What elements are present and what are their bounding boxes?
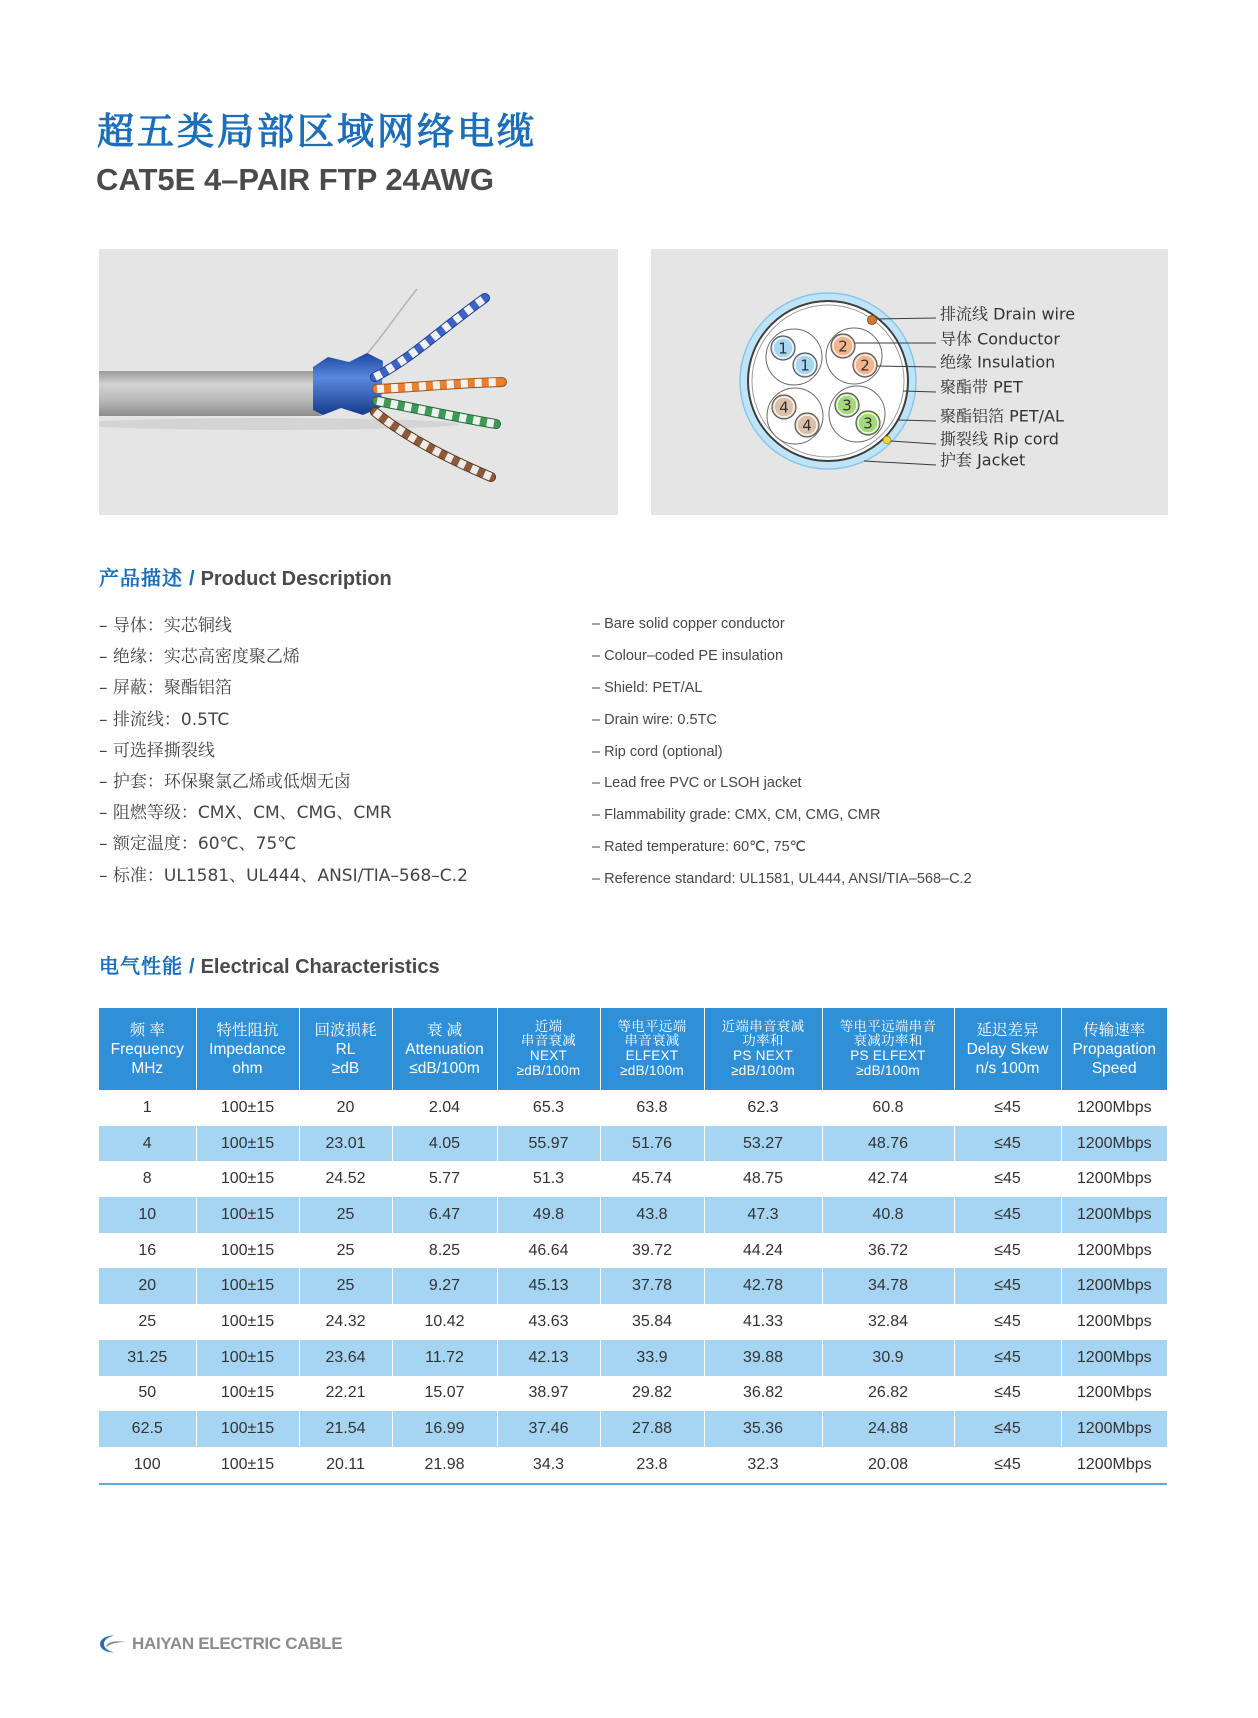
description-item-cn: – 绝缘：实芯高密度聚乙烯 <box>99 647 300 668</box>
cable-photo <box>99 249 618 515</box>
cell-delay-skew: ≤45 <box>954 1376 1061 1412</box>
column-header-ps-elfext <box>822 1008 954 1090</box>
cell-next: 42.13 <box>497 1340 600 1376</box>
table-row <box>99 1411 1167 1447</box>
description-item-cn: – 导体：实芯铜线 <box>99 616 232 636</box>
cell-ps-elfext: 48.76 <box>822 1126 954 1162</box>
cell-return-loss: 20 <box>299 1090 392 1126</box>
foil-shield <box>313 353 383 415</box>
description-item-en: – Flammability grade: CMX, CM, CMG, CMR <box>592 807 881 824</box>
table-row <box>99 1233 1167 1269</box>
cell-ps-elfext: 26.82 <box>822 1376 954 1412</box>
cell-attenuation: 21.98 <box>392 1447 497 1484</box>
cell-return-loss: 24.52 <box>299 1161 392 1197</box>
cell-delay-skew: ≤45 <box>954 1340 1061 1376</box>
cell-frequency: 4 <box>99 1126 196 1162</box>
label-pet: 聚酯带 PET <box>940 377 1023 397</box>
cell-ps-next: 53.27 <box>704 1126 822 1162</box>
cell-ps-next: 36.82 <box>704 1376 822 1412</box>
cell-frequency: 8 <box>99 1161 196 1197</box>
cell-return-loss: 24.32 <box>299 1304 392 1340</box>
svg-text:1: 1 <box>778 339 788 358</box>
column-header-line: 等电平远端 <box>617 1018 687 1034</box>
cell-ps-elfext: 36.72 <box>822 1233 954 1269</box>
column-header-line: 等电平远端串音 <box>839 1018 937 1034</box>
cell-elfext: 63.8 <box>600 1090 704 1126</box>
description-item-cn: – 护套：环保聚氯乙烯或低烟无卤 <box>99 771 351 792</box>
pair-1-conductor-a <box>771 336 795 360</box>
column-header-line: 传输速率 <box>1083 1021 1146 1039</box>
description-list-cn <box>99 611 468 892</box>
cell-elfext: 51.76 <box>600 1126 704 1162</box>
cell-return-loss: 23.01 <box>299 1126 392 1162</box>
svg-text:4: 4 <box>779 398 789 417</box>
svg-text:3: 3 <box>842 396 852 415</box>
cell-return-loss: 25 <box>299 1268 392 1304</box>
column-header-line: ≥dB/100m <box>516 1062 581 1078</box>
cell-delay-skew: ≤45 <box>954 1447 1061 1484</box>
pair-4-conductor-a <box>772 395 796 419</box>
cell-elfext: 35.84 <box>600 1304 704 1340</box>
cell-elfext: 23.8 <box>600 1447 704 1484</box>
cell-propagation-speed: 1200Mbps <box>1076 1312 1152 1330</box>
column-header-line: 衰减功率和 <box>853 1033 923 1049</box>
cell-ps-next: 41.33 <box>704 1304 822 1340</box>
table-row <box>99 1447 1167 1484</box>
haiyan-swoosh-logo-icon <box>99 1634 127 1654</box>
label-rip-cord: 撕裂线 Rip cord <box>940 429 1059 449</box>
column-header-line: PS ELFEXT <box>850 1048 926 1063</box>
cell-return-loss: 25 <box>299 1233 392 1269</box>
column-header-line: ≥dB/100m <box>856 1062 920 1078</box>
description-item-en: – Reference standard: UL1581, UL444, ANSI/TIA–568–C.2 <box>592 871 972 888</box>
column-header-line: Propagation <box>1072 1040 1157 1058</box>
column-header-impedance <box>196 1008 299 1090</box>
table-header-row <box>99 1008 1167 1090</box>
cell-return-loss: 20.11 <box>299 1447 392 1484</box>
column-header-line: Delay Skew <box>966 1040 1049 1058</box>
column-header-line: n/s 100m <box>975 1059 1040 1077</box>
cell-ps-next: 35.36 <box>704 1411 822 1447</box>
column-header-elfext <box>600 1008 704 1090</box>
description-item-en: – Colour–coded PE insulation <box>592 647 784 664</box>
cross-section-illustration <box>651 249 1168 515</box>
drain-wire-dot <box>868 316 877 325</box>
column-header-line: ≥dB/100m <box>620 1062 684 1078</box>
column-header-propagation-speed <box>1061 1008 1167 1090</box>
cable-sheath <box>99 371 321 416</box>
cell-ps-elfext: 32.84 <box>822 1304 954 1340</box>
description-item-en: – Rated temperature: 60℃, 75℃ <box>592 839 806 856</box>
cell-attenuation: 15.07 <box>392 1376 497 1412</box>
column-header-line: PS NEXT <box>733 1048 793 1063</box>
column-header-line: 回波损耗 <box>314 1021 377 1039</box>
cell-attenuation: 11.72 <box>392 1340 497 1376</box>
cell-impedance: 100±15 <box>196 1376 299 1412</box>
page-title-cn: 超五类局部区域网络电缆 <box>97 110 537 153</box>
twisted-pair-blue <box>375 298 485 377</box>
cell-next: 45.13 <box>497 1268 600 1304</box>
cross-section-diagram <box>651 249 1168 515</box>
cell-attenuation: 4.05 <box>392 1126 497 1162</box>
svg-text:4: 4 <box>802 416 812 435</box>
column-header-line: Attenuation <box>405 1040 484 1058</box>
cell-attenuation: 5.77 <box>392 1161 497 1197</box>
cell-delay-skew: ≤45 <box>954 1233 1061 1269</box>
cell-next: 51.3 <box>497 1161 600 1197</box>
cell-ps-elfext: 24.88 <box>822 1411 954 1447</box>
cell-frequency: 100 <box>99 1447 196 1484</box>
column-header-frequency <box>99 1008 196 1090</box>
cell-elfext: 33.9 <box>600 1340 704 1376</box>
description-item-cn: – 标准：UL1581、UL444、ANSI/TIA–568–C.2 <box>99 865 468 886</box>
label-conductor: 导体 Conductor <box>940 329 1060 349</box>
table-header <box>99 1008 1167 1090</box>
table-row <box>99 1376 1167 1412</box>
cell-elfext: 39.72 <box>600 1233 704 1269</box>
pair-3-conductor-a <box>835 393 859 417</box>
cell-attenuation: 10.42 <box>392 1304 497 1340</box>
table-row <box>99 1126 1167 1162</box>
column-header-line: 频 率 <box>129 1021 165 1039</box>
svg-text:2: 2 <box>860 356 870 375</box>
cell-return-loss: 25 <box>299 1197 392 1233</box>
description-item-en: – Drain wire: 0.5TC <box>592 711 717 728</box>
table-row <box>99 1161 1167 1197</box>
electrical-heading-en: Electrical Characteristics <box>200 956 440 978</box>
cell-impedance: 100±15 <box>196 1161 299 1197</box>
pair-4-conductor-b <box>795 413 819 437</box>
table-body <box>99 1090 1167 1484</box>
description-heading-separator: / <box>189 568 195 590</box>
svg-text:1: 1 <box>800 356 810 375</box>
description-item-cn: – 额定温度：60℃、75℃ <box>99 834 297 855</box>
cable-photo-illustration <box>99 249 618 515</box>
column-header-attenuation <box>392 1008 497 1090</box>
column-header-line: ≥dB <box>331 1059 360 1077</box>
electrical-characteristics-table <box>99 1008 1167 1485</box>
column-header-line: NEXT <box>529 1048 568 1063</box>
cell-ps-elfext: 30.9 <box>822 1340 954 1376</box>
electrical-heading-separator: / <box>189 956 195 978</box>
cell-next: 38.97 <box>497 1376 600 1412</box>
column-header-line: ohm <box>232 1059 263 1077</box>
cell-propagation-speed: 1200Mbps <box>1076 1455 1152 1473</box>
cell-frequency: 25 <box>99 1304 196 1340</box>
description-item-en: – Lead free PVC or LSOH jacket <box>592 775 802 792</box>
cell-delay-skew: ≤45 <box>954 1161 1061 1197</box>
twisted-pair-orange <box>377 382 502 389</box>
cell-frequency: 1 <box>99 1090 196 1126</box>
electrical-heading-cn: 电气性能 <box>99 956 183 978</box>
label-drain-wire: 排流线 Drain wire <box>940 304 1076 324</box>
column-header-line: 串音衰减 <box>624 1033 680 1049</box>
cell-ps-next: 47.3 <box>704 1197 822 1233</box>
column-header-line: ≤dB/100m <box>409 1059 480 1077</box>
column-header-line: 延迟差异 <box>976 1021 1039 1039</box>
description-item-cn: – 排流线：0.5TC <box>99 709 230 730</box>
cell-impedance: 100±15 <box>196 1268 299 1304</box>
description-item-en: – Bare solid copper conductor <box>592 616 785 632</box>
cell-ps-elfext: 20.08 <box>822 1447 954 1484</box>
cell-next: 65.3 <box>497 1090 600 1126</box>
cell-ps-elfext: 60.8 <box>822 1090 954 1126</box>
cell-propagation-speed: 1200Mbps <box>1076 1170 1152 1188</box>
pair-2-conductor-a <box>831 334 855 358</box>
cell-propagation-speed: 1200Mbps <box>1076 1098 1152 1116</box>
cell-frequency: 20 <box>99 1268 196 1304</box>
cell-frequency: 10 <box>99 1197 196 1233</box>
cell-elfext: 37.78 <box>600 1268 704 1304</box>
cell-next: 37.46 <box>497 1411 600 1447</box>
cell-delay-skew: ≤45 <box>954 1411 1061 1447</box>
cell-delay-skew: ≤45 <box>954 1304 1061 1340</box>
column-header-line: Frequency <box>110 1040 184 1058</box>
table-row <box>99 1090 1167 1126</box>
cell-ps-elfext: 34.78 <box>822 1268 954 1304</box>
cell-delay-skew: ≤45 <box>954 1090 1061 1126</box>
column-header-line: RL <box>335 1040 356 1058</box>
column-header-line: Impedance <box>209 1040 286 1058</box>
brand-name: HAIYAN ELECTRIC CABLE <box>132 1634 343 1653</box>
cell-ps-next: 39.88 <box>704 1340 822 1376</box>
cell-delay-skew: ≤45 <box>954 1268 1061 1304</box>
cell-frequency: 16 <box>99 1233 196 1269</box>
cell-attenuation: 6.47 <box>392 1197 497 1233</box>
svg-text:2: 2 <box>838 337 848 356</box>
cell-propagation-speed: 1200Mbps <box>1061 1340 1167 1376</box>
cell-delay-skew: ≤45 <box>954 1126 1061 1162</box>
electrical-heading <box>99 955 440 979</box>
cell-impedance: 100±15 <box>196 1233 299 1269</box>
footer-brand <box>99 1632 342 1656</box>
label-pet-al: 聚酯铝箔 PET/AL <box>940 406 1064 426</box>
cell-attenuation: 16.99 <box>392 1411 497 1447</box>
description-item-en: – Shield: PET/AL <box>592 679 703 696</box>
cell-frequency: 31.25 <box>99 1340 196 1376</box>
svg-text:3: 3 <box>863 414 873 433</box>
cell-impedance: 100±15 <box>196 1304 299 1340</box>
cell-impedance: 100±15 <box>196 1411 299 1447</box>
cell-impedance: 100±15 <box>196 1340 299 1376</box>
cell-impedance: 100±15 <box>196 1090 299 1126</box>
description-item-cn: – 阻燃等级：CMX、CM、CMG、CMR <box>99 803 392 824</box>
column-header-delay-skew <box>954 1008 1061 1090</box>
cell-attenuation: 8.25 <box>392 1233 497 1269</box>
cell-next: 46.64 <box>497 1233 600 1269</box>
cell-ps-next: 42.78 <box>704 1268 822 1304</box>
description-heading-en: Product Description <box>200 568 392 590</box>
label-jacket: 护套 Jacket <box>940 450 1026 470</box>
description-heading-cn: 产品描述 <box>99 568 183 590</box>
column-header-line: Speed <box>1091 1059 1137 1077</box>
cell-ps-next: 62.3 <box>704 1090 822 1126</box>
description-heading <box>99 567 392 591</box>
cell-return-loss: 23.64 <box>299 1340 392 1376</box>
cell-propagation-speed: 1200Mbps <box>1076 1384 1152 1402</box>
column-header-line: 近端 <box>534 1018 563 1034</box>
cell-propagation-speed: 1200Mbps <box>1061 1126 1167 1162</box>
cell-impedance: 100±15 <box>196 1197 299 1233</box>
cell-ps-elfext: 40.8 <box>822 1197 954 1233</box>
column-header-next <box>497 1008 600 1090</box>
description-list-en <box>592 609 972 896</box>
column-header-line: 特性阻抗 <box>216 1021 279 1039</box>
pair-2-conductor-b <box>853 353 877 377</box>
description-item-cn: – 可选择撕裂线 <box>99 740 215 761</box>
cell-propagation-speed: 1200Mbps <box>1076 1241 1152 1259</box>
cell-impedance: 100±15 <box>196 1126 299 1162</box>
table-row <box>99 1197 1167 1233</box>
column-header-line: ≥dB/100m <box>731 1062 795 1078</box>
cell-impedance: 100±15 <box>196 1447 299 1484</box>
page-title-en: CAT5E 4–PAIR FTP 24AWG <box>96 162 494 197</box>
column-header-return-loss <box>299 1008 392 1090</box>
rip-cord-dot <box>883 436 891 444</box>
cell-next: 34.3 <box>497 1447 600 1484</box>
cell-return-loss: 21.54 <box>299 1411 392 1447</box>
cell-attenuation: 2.04 <box>392 1090 497 1126</box>
description-item-en: – Rip cord (optional) <box>592 743 723 760</box>
cell-attenuation: 9.27 <box>392 1268 497 1304</box>
cell-ps-elfext: 42.74 <box>822 1161 954 1197</box>
cell-ps-next: 32.3 <box>704 1447 822 1484</box>
cell-propagation-speed: 1200Mbps <box>1061 1268 1167 1304</box>
column-header-line: 衰 减 <box>426 1021 463 1039</box>
cell-return-loss: 22.21 <box>299 1376 392 1412</box>
column-header-line: MHz <box>131 1059 164 1077</box>
column-header-line: 串音衰减 <box>520 1033 577 1049</box>
cell-next: 43.63 <box>497 1304 600 1340</box>
cell-frequency: 50 <box>99 1376 196 1412</box>
cell-next: 49.8 <box>497 1197 600 1233</box>
table-row <box>99 1304 1167 1340</box>
column-header-line: 功率和 <box>742 1033 784 1049</box>
table-row <box>99 1268 1167 1304</box>
cell-ps-next: 44.24 <box>704 1233 822 1269</box>
cell-elfext: 43.8 <box>600 1197 704 1233</box>
cell-elfext: 29.82 <box>600 1376 704 1412</box>
column-header-line: 近端串音衰减 <box>721 1018 805 1034</box>
cell-elfext: 27.88 <box>600 1411 704 1447</box>
cell-next: 55.97 <box>497 1126 600 1162</box>
cell-propagation-speed: 1200Mbps <box>1061 1197 1167 1233</box>
cell-frequency: 62.5 <box>99 1411 196 1447</box>
pair-3-conductor-b <box>856 411 880 435</box>
column-header-ps-next <box>704 1008 822 1090</box>
pair-1-conductor-b <box>793 353 817 377</box>
table-row <box>99 1340 1167 1376</box>
label-insulation: 绝缘 Insulation <box>940 352 1056 372</box>
cell-elfext: 45.74 <box>600 1161 704 1197</box>
column-header-line: ELFEXT <box>625 1048 679 1063</box>
description-item-cn: – 屏蔽：聚酯铝箔 <box>99 678 232 699</box>
cell-ps-next: 48.75 <box>704 1161 822 1197</box>
cell-propagation-speed: 1200Mbps <box>1061 1411 1167 1447</box>
cell-delay-skew: ≤45 <box>954 1197 1061 1233</box>
